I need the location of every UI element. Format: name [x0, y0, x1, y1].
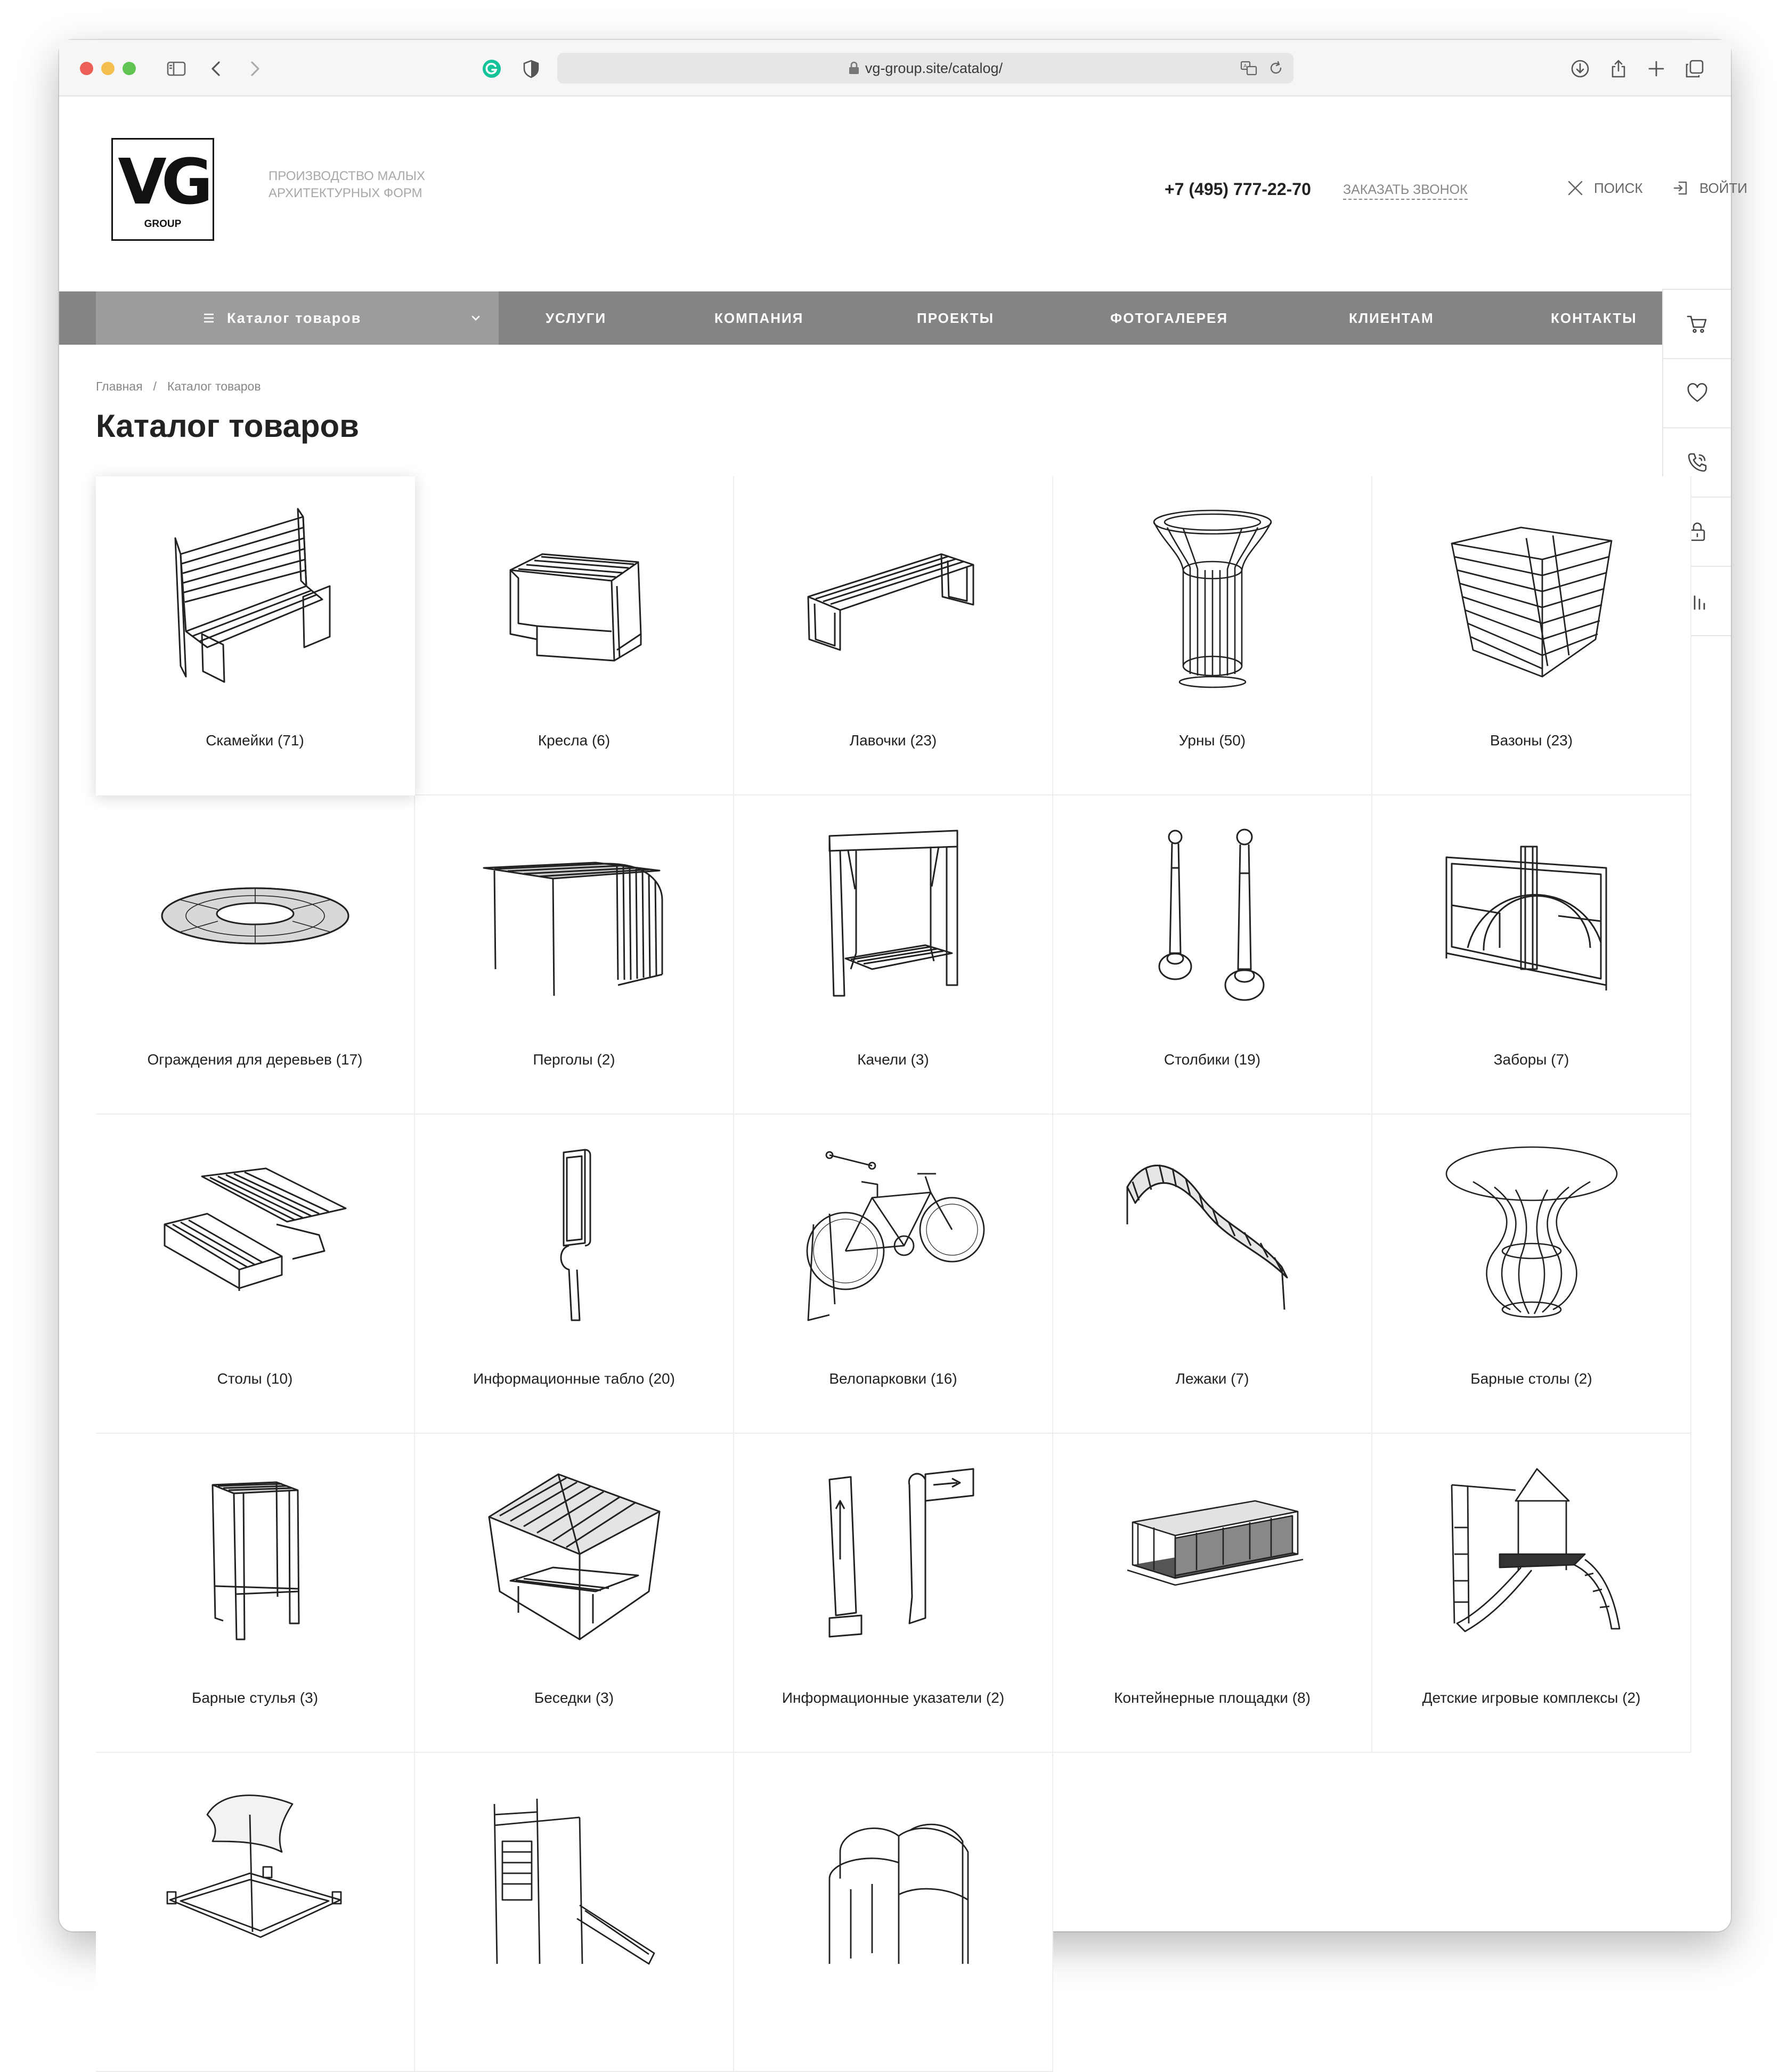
category-label: Столбики (19): [1164, 1051, 1261, 1068]
browser-window: [59, 40, 1747, 1931]
site-tagline: ПРОИЗВОДСТВО МАЛЫХ АРХИТЕКТУРНЫХ ФОРМ: [268, 169, 426, 200]
playground-icon: [1436, 1464, 1628, 1645]
new-tab-icon[interactable]: [1641, 54, 1671, 84]
translate-icon[interactable]: [1240, 60, 1257, 76]
category-card[interactable]: [1372, 1434, 1691, 1753]
workout-icon: [478, 1783, 670, 1964]
category-label: Вазоны (23): [1490, 732, 1573, 749]
svg-text:A: A: [1243, 63, 1247, 69]
logo-subtext: GROUP: [144, 218, 182, 230]
category-card[interactable]: [1053, 1434, 1372, 1753]
category-label: Информационные указатели (2): [782, 1689, 1005, 1706]
shield-icon[interactable]: [516, 54, 546, 84]
category-label: Велопарковки (16): [829, 1370, 957, 1387]
category-label: Барные столы (2): [1470, 1370, 1592, 1387]
category-label: Контейнерные площадки (8): [1114, 1689, 1311, 1706]
category-card[interactable]: [415, 1753, 734, 2072]
category-card[interactable]: [415, 795, 734, 1115]
tree-grate-icon: [159, 825, 351, 1006]
armchair-icon: [478, 506, 670, 687]
category-card[interactable]: [415, 1434, 734, 1753]
browser-toolbar: [59, 40, 1731, 96]
bench-icon: [798, 506, 989, 687]
close-window-button[interactable]: [80, 62, 93, 75]
nav-catalog-button[interactable]: [96, 291, 499, 345]
download-icon[interactable]: [1565, 54, 1595, 84]
bench-backrest-icon: [159, 506, 351, 687]
swing-icon: [798, 825, 989, 1006]
tabs-icon[interactable]: [1680, 54, 1710, 84]
container-site-icon: [1117, 1464, 1308, 1645]
category-label: Скамейки (71): [206, 732, 304, 749]
search-button[interactable]: [1566, 177, 1643, 199]
nav-catalog-label: Каталог товаров: [227, 310, 362, 326]
lock-icon: [848, 61, 860, 75]
site-logo[interactable]: [111, 138, 214, 241]
category-card[interactable]: [96, 1115, 415, 1434]
category-label: Урны (50): [1178, 732, 1246, 749]
maximize-window-button[interactable]: [123, 62, 136, 75]
category-label: Качели (3): [857, 1051, 929, 1068]
sidebar-icon[interactable]: [161, 54, 191, 84]
planter-icon: [1436, 506, 1628, 687]
category-label: Ограждения для деревьев (17): [147, 1051, 363, 1068]
nav-item-clients[interactable]: КЛИЕНТАМ: [1349, 310, 1434, 326]
category-card[interactable]: [734, 1115, 1053, 1434]
category-card[interactable]: [1372, 1115, 1691, 1434]
page-title: Каталог товаров: [96, 408, 360, 444]
bar-stool-icon: [159, 1464, 351, 1645]
category-card[interactable]: [1053, 476, 1372, 795]
category-card[interactable]: [1053, 795, 1372, 1115]
category-card[interactable]: [96, 476, 415, 795]
nav-item-contacts[interactable]: КОНТАКТЫ: [1551, 310, 1637, 326]
share-icon[interactable]: [1604, 54, 1633, 84]
category-card[interactable]: [1372, 795, 1691, 1115]
callback-link[interactable]: ЗАКАЗАТЬ ЗВОНОК: [1343, 182, 1468, 200]
reload-icon[interactable]: [1268, 60, 1284, 76]
category-label: Заборы (7): [1493, 1051, 1569, 1068]
gazebo-icon: [478, 1464, 670, 1645]
url-text: vg-group.site/catalog/: [865, 60, 1003, 76]
lounger-icon: [1117, 1144, 1308, 1326]
category-card[interactable]: [734, 795, 1053, 1115]
login-button[interactable]: [1672, 177, 1747, 199]
nav-item-projects[interactable]: ПРОЕКТЫ: [917, 310, 995, 326]
category-label: Столы (10): [217, 1370, 293, 1387]
search-label: ПОИСК: [1594, 180, 1643, 196]
breadcrumb-current: Каталог товаров: [167, 379, 261, 393]
nav-item-company[interactable]: КОМПАНИЯ: [714, 310, 804, 326]
category-card[interactable]: [1053, 1115, 1372, 1434]
chevron-down-icon: [471, 314, 481, 322]
bicycle-rack-icon: [798, 1144, 989, 1326]
login-icon: [1672, 179, 1690, 197]
pergola-icon: [478, 825, 670, 1006]
minimize-window-button[interactable]: [101, 62, 115, 75]
category-label: Барные стулья (3): [191, 1689, 319, 1706]
picnic-table-icon: [159, 1144, 351, 1326]
logo-text: VG: [118, 145, 208, 218]
forward-icon[interactable]: [239, 54, 269, 84]
favorites-button[interactable]: [1663, 359, 1731, 428]
category-card[interactable]: [1372, 476, 1691, 795]
breadcrumb-separator: /: [153, 379, 157, 393]
bollard-icon: [1117, 825, 1308, 1006]
shelter-icon: [798, 1783, 989, 1964]
trash-bin-icon: [1117, 506, 1308, 687]
nav-item-services[interactable]: УСЛУГИ: [546, 310, 607, 326]
category-card[interactable]: [96, 795, 415, 1115]
category-label: Беседки (3): [534, 1689, 614, 1706]
address-bar[interactable]: [557, 53, 1293, 84]
category-label: Перголы (2): [533, 1051, 615, 1068]
category-card[interactable]: [734, 476, 1053, 795]
close-x-icon: [1566, 179, 1584, 197]
login-label: ВОЙТИ: [1699, 180, 1747, 196]
category-label: Лавочки (23): [849, 732, 937, 749]
phone-call-icon: [1686, 451, 1709, 474]
fence-icon: [1436, 825, 1628, 1006]
catalog-grid: [96, 476, 1691, 1931]
info-board-icon: [478, 1144, 670, 1326]
menu-icon: [202, 312, 215, 324]
category-label: Детские игровые комплексы (2): [1422, 1689, 1641, 1706]
cart-button[interactable]: [1663, 290, 1731, 359]
category-card[interactable]: [734, 1753, 1053, 2072]
category-card[interactable]: [96, 1753, 415, 2072]
heart-icon: [1686, 381, 1709, 405]
sandbox-icon: [159, 1783, 351, 1964]
category-label: Кресла (6): [538, 732, 611, 749]
nav-item-gallery[interactable]: ФОТОГАЛЕРЕЯ: [1110, 310, 1228, 326]
back-icon[interactable]: [202, 54, 232, 84]
grammarly-icon[interactable]: [477, 54, 507, 84]
main-nav: [59, 291, 1662, 345]
phone-number[interactable]: +7 (495) 777-22-70: [1165, 180, 1311, 199]
category-card[interactable]: [96, 1434, 415, 1753]
breadcrumb-home[interactable]: Главная: [96, 379, 143, 393]
category-label: Лежаки (7): [1175, 1370, 1249, 1387]
signpost-icon: [798, 1464, 989, 1645]
bar-table-icon: [1436, 1144, 1628, 1326]
category-card[interactable]: [415, 1115, 734, 1434]
category-card[interactable]: [415, 476, 734, 795]
cart-icon: [1686, 312, 1709, 336]
category-label: Информационные табло (20): [473, 1370, 675, 1387]
breadcrumb: [96, 379, 261, 394]
category-card[interactable]: [734, 1434, 1053, 1753]
